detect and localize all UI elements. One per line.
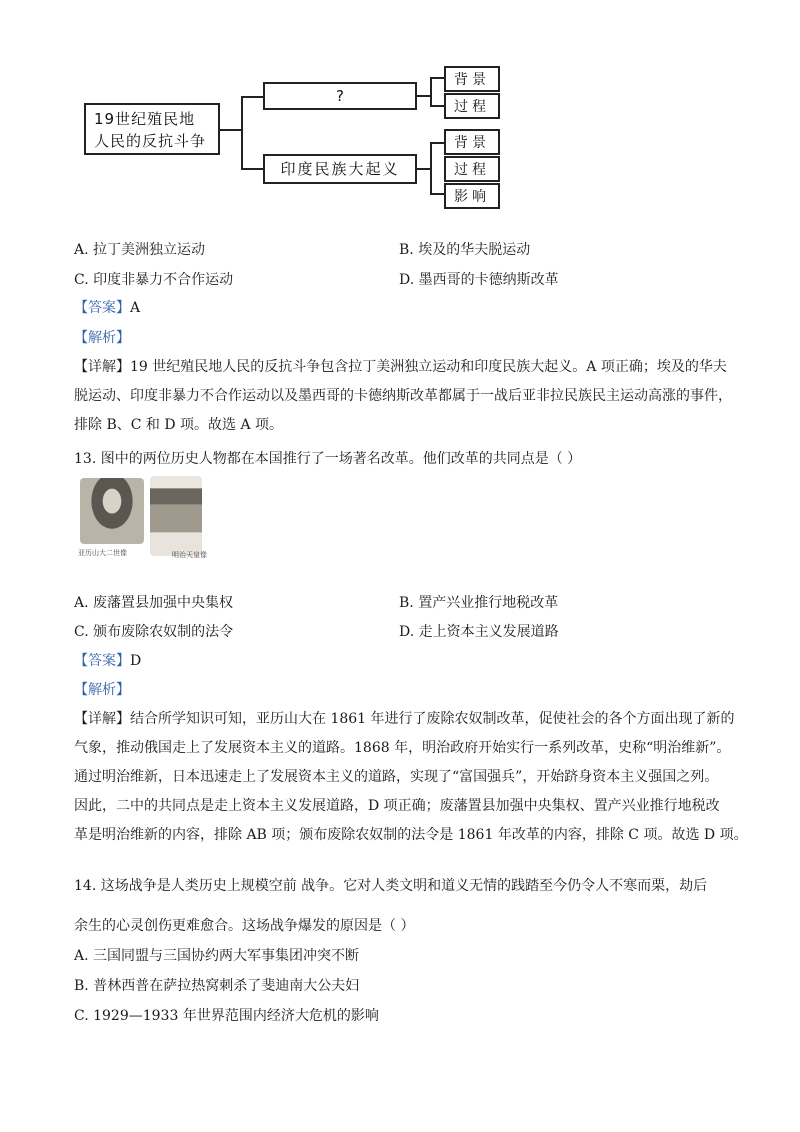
q12-option-d: D. 墨西哥的卡德纳斯改革 xyxy=(399,272,559,288)
q13-analysis-tag: 【解析】 xyxy=(74,682,130,698)
diagram-top-child-process: 过程 xyxy=(444,93,500,119)
q13-detail xyxy=(74,709,748,845)
q14-option-a: A. 三国同盟与三国协约两大军事集团冲突不断 xyxy=(74,948,360,964)
q12-detail-line-1: 【详解】19 世纪殖民地人民的反抗斗争包含拉丁美洲独立运动和印度民族大起义。A 项正确；埃及的华夫 xyxy=(74,359,727,375)
q12-option-a: A. 拉丁美洲独立运动 xyxy=(74,242,206,258)
diagram-branch-top xyxy=(263,82,417,110)
diagram-root-line2: 人民的反抗斗争 xyxy=(94,132,207,150)
q13-answer: 【答案】D xyxy=(74,653,142,669)
q13-option-c: C. 颁布废除农奴制的法令 xyxy=(74,624,234,640)
diagram-branch-bottom xyxy=(263,154,417,184)
diagram-root-box xyxy=(84,103,220,155)
diagram-bottom-child-impact: 影响 xyxy=(444,183,500,209)
q13-detail-line-1: 【详解】结合所学知识可知，亚历山大在 1861 年进行了废除农奴制改革，促使社会的各个方面出现了新的 xyxy=(74,711,735,727)
q12-answer-value: A xyxy=(130,300,141,316)
q13-option-a: A. 废藩置县加强中央集权 xyxy=(74,595,234,611)
q14-option-b: B. 普林西普在萨拉热窝刺杀了斐迪南大公夫妇 xyxy=(74,978,360,994)
q12-detail-line-2: 脱运动、印度非暴力不合作运动以及墨西哥的卡德纳斯改革都属于一战后亚非拉民族民主运动高涨的事件， xyxy=(74,388,732,404)
q12-detail-line-3: 排除 B、C 和 D 项。故选 A 项。 xyxy=(74,417,284,433)
q12-analysis-tag: 【解析】 xyxy=(74,330,130,346)
diagram-bottom-child-background: 背景 xyxy=(444,129,500,155)
portrait-meiji-emperor xyxy=(150,476,202,556)
q13-option-b: B. 置产兴业推行地税改革 xyxy=(399,595,559,611)
q12-option-b: B. 埃及的华夫脱运动 xyxy=(399,242,531,258)
portrait-caption-right: 明治天皇像 xyxy=(172,551,207,559)
diagram-question-mark: ? xyxy=(336,87,344,105)
diagram-branch-bottom-label: 印度民族大起义 xyxy=(280,160,400,178)
q12-option-c: C. 印度非暴力不合作运动 xyxy=(74,272,234,288)
q13-detail-line-3: 通过明治维新，日本迅速走上了发展资本主义的道路，实现了“富国强兵”，开始跻身资本主义强国之列。 xyxy=(74,769,719,785)
q13-stem: 13. 图中的两位历史人物都在本国推行了一场著名改革。他们改革的共同点是（ ） xyxy=(74,451,582,467)
q13-detail-line-2: 气象，推动俄国走上了发展资本主义的道路。1868 年，明治政府开始实行一系列改革，史称“明治维新”。 xyxy=(74,740,731,756)
q14-stem-line-2: 余生的心灵创伤更难愈合。这场战争爆发的原因是（ ） xyxy=(74,918,415,934)
q13-detail-line-4: 因此，二中的共同点是走上资本主义发展道路，D 项正确；废藩置县加强中央集权、置产兴业推行地税改 xyxy=(74,798,720,814)
answer-tag: 【答案】 xyxy=(74,300,130,316)
q13-detail-line-5: 革是明治维新的内容，排除 AB 项；颁布废除农奴制的法令是 1861 年改革的内容，排除 C 项。故选 D 项。 xyxy=(74,827,748,843)
diagram-top-child-background: 背景 xyxy=(444,66,500,92)
q12-detail xyxy=(74,357,734,435)
q14-option-c: C. 1929—1933 年世界范围内经济大危机的影响 xyxy=(74,1008,379,1024)
diagram-root-line1: 19世纪殖民地 xyxy=(94,110,196,128)
portrait-caption-left: 亚历山大二世像 xyxy=(78,549,127,557)
q12-answer xyxy=(74,298,140,318)
portrait-alexander-ii xyxy=(80,478,144,544)
q13-answer-value: D xyxy=(130,653,142,669)
q13-option-d: D. 走上资本主义发展道路 xyxy=(399,624,559,640)
diagram-bottom-child-process: 过程 xyxy=(444,156,500,182)
q14-stem-line-1: 14. 这场战争是人类历史上规模空前 战争。它对人类文明和道义无情的践踏至今仍令人不寒而栗，劫后 xyxy=(74,878,708,894)
